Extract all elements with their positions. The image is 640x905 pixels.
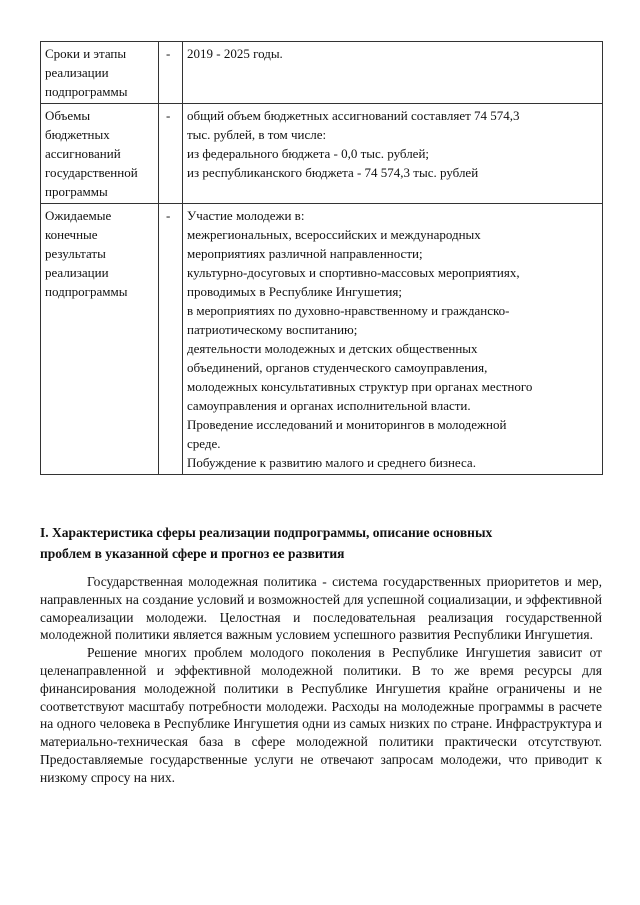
value-line: молодежных консультативных структур при органах местного <box>187 379 533 394</box>
value-line: межрегиональных, всероссийских и международных <box>187 227 481 242</box>
section-heading-line: I. Характеристика сферы реализации подпрограммы, описание основных <box>40 525 493 540</box>
label-line: программы <box>45 184 108 199</box>
label-line: реализации <box>45 65 109 80</box>
label-line: Объемы <box>45 108 91 123</box>
value-line: Участие молодежи в: <box>187 208 305 223</box>
label-line: подпрограммы <box>45 284 128 299</box>
dash-cell: - <box>159 104 183 204</box>
label-line: бюджетных <box>45 127 110 142</box>
value-line: деятельности молодежных и детских общественных <box>187 341 478 356</box>
row-label-cell <box>41 204 159 475</box>
value-line: мероприятиях различной направленности; <box>187 246 423 261</box>
row-value-cell <box>183 204 603 475</box>
section-body <box>40 573 602 787</box>
value-line: среде. <box>187 436 221 451</box>
label-line: государственной <box>45 165 138 180</box>
section-heading <box>40 522 600 564</box>
value-line: патриотическому воспитанию; <box>187 322 358 337</box>
value-line: 2019 - 2025 годы. <box>187 46 283 61</box>
value-line: в мероприятиях по духовно-нравственному и гражданско- <box>187 303 510 318</box>
table-row-timeline <box>41 42 603 104</box>
value-line: культурно-досуговых и спортивно-массовых мероприятиях, <box>187 265 520 280</box>
section-heading-line: проблем в указанной сфере и прогноз ее развития <box>40 546 345 561</box>
label-line: результаты <box>45 246 106 261</box>
row-value-cell <box>183 104 603 204</box>
value-line: объединений, органов студенческого самоуправления, <box>187 360 488 375</box>
subprogram-passport-table <box>40 41 603 475</box>
label-line: конечные <box>45 227 98 242</box>
label-line: Сроки и этапы <box>45 46 127 61</box>
value-line: Проведение исследований и мониторингов в молодежной <box>187 417 507 432</box>
label-line: реализации <box>45 265 109 280</box>
row-label-cell <box>41 42 159 104</box>
value-line: самоуправления и органах исполнительной власти. <box>187 398 471 413</box>
value-line: из республиканского бюджета - 74 574,3 тыс. рублей <box>187 165 479 180</box>
label-line: ассигнований <box>45 146 121 161</box>
body-paragraph: Решение многих проблем молодого поколения в Республике Ингушетия зависит от целенаправленной и эффективной молодежной политики. В то же время ресурсы для финансирования молодежной политики в Республике Ингушетия крайне ограничены и не соответствуют масштабу потребности молодежи. Расходы на молодежные программы в расчете на одного человека в Республике Ингушетия одни из самых низких по стране. Инфраструктура и материально-техническая база в сфере молодежной политики практически отсутствуют. Предоставляемые государственные услуги не отвечают запросам молодежи, что приводит к низкому спросу на них. <box>40 645 602 785</box>
label-line: подпрограммы <box>45 84 128 99</box>
value-line: общий объем бюджетных ассигнований составляет 74 574,3 <box>187 108 520 123</box>
value-line: Побуждение к развитию малого и среднего бизнеса. <box>187 455 476 470</box>
row-label-cell <box>41 104 159 204</box>
body-paragraph: Государственная молодежная политика - система государственных приоритетов и мер, направленных на создание условий и возможностей для успешной социализации, и эффективной самореализации молодежи. Целостная и последовательная реализация государственной молодежной политики является важным условием успешного развития Республики Ингушетия. <box>40 574 602 643</box>
dash-cell: - <box>159 42 183 104</box>
value-line: тыс. рублей, в том числе: <box>187 127 327 142</box>
row-value-cell <box>183 42 603 104</box>
value-line: из федерального бюджета - 0,0 тыс. рублей; <box>187 146 430 161</box>
table-row-expected-results <box>41 204 603 475</box>
dash-cell: - <box>159 204 183 475</box>
table-row-budget <box>41 104 603 204</box>
label-line: Ожидаемые <box>45 208 112 223</box>
value-line: проводимых в Республике Ингушетия; <box>187 284 402 299</box>
